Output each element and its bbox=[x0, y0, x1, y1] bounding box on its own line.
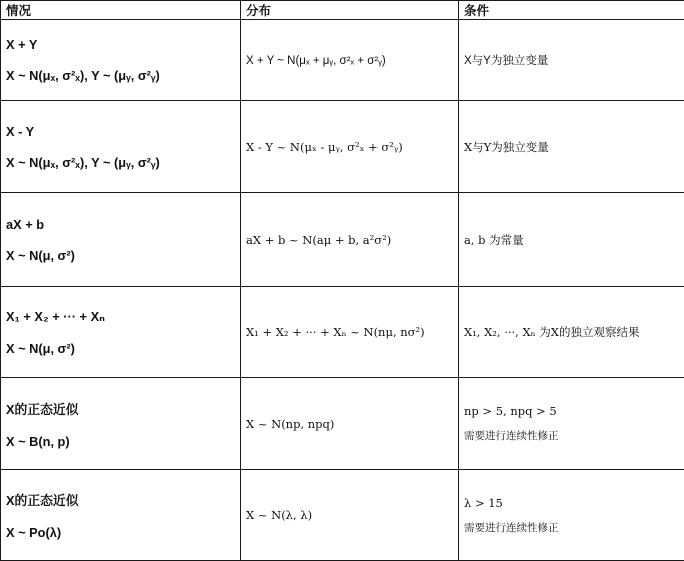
case-assumption: X ~ B(n, p) bbox=[6, 434, 240, 449]
case-expression: X₁ + X₂ + ··· + Xₙ bbox=[6, 309, 240, 325]
case-assumption: X ~ N(μₓ, σ²ₓ), Y ~ (μᵧ, σ²ᵧ) bbox=[6, 155, 240, 170]
condition-text: a, b 为常量 bbox=[464, 232, 684, 248]
table-row bbox=[1, 470, 684, 561]
condition-cell bbox=[459, 20, 684, 101]
distribution-cell bbox=[241, 193, 459, 287]
condition-cell bbox=[459, 101, 684, 193]
distribution-cell bbox=[241, 287, 459, 378]
condition-text: λ > 15 bbox=[464, 496, 684, 510]
distribution-text: X₁ + X₂ + ··· + Xₙ ~ N(nμ, nσ²) bbox=[246, 325, 425, 339]
case-cell bbox=[1, 470, 241, 561]
condition-cell bbox=[459, 378, 684, 470]
distribution-text: aX + b ~ N(aμ + b, a²σ²) bbox=[246, 233, 391, 247]
case-cell bbox=[1, 101, 241, 193]
case-expression: aX + b bbox=[6, 217, 240, 232]
condition-text: X与Y为独立变量 bbox=[464, 52, 684, 68]
case-assumption: X ~ N(μₓ, σ²ₓ), Y ~ (μᵧ, σ²ᵧ) bbox=[6, 68, 240, 83]
case-expression: X的正态近似 bbox=[6, 490, 240, 509]
case-assumption: X ~ N(μ, σ²) bbox=[6, 248, 240, 263]
condition-cell bbox=[459, 193, 684, 287]
table-row bbox=[1, 287, 684, 378]
header-row bbox=[1, 1, 684, 20]
condition-cell bbox=[459, 470, 684, 561]
case-cell bbox=[1, 287, 241, 378]
distribution-text: X ~ N(λ, λ) bbox=[246, 508, 312, 522]
case-expression: X - Y bbox=[6, 124, 240, 139]
condition-cell bbox=[459, 287, 684, 378]
distribution-cell bbox=[241, 378, 459, 470]
condition-text: X₁, X₂, ···, Xₙ 为X的独立观察结果 bbox=[464, 324, 684, 340]
header-distribution: 分布 bbox=[241, 1, 459, 20]
distribution-text: X ~ N(np, npq) bbox=[246, 417, 334, 431]
table-row bbox=[1, 20, 684, 101]
table-row bbox=[1, 378, 684, 470]
condition-text: np > 5, npq > 5 bbox=[464, 404, 684, 418]
table-row bbox=[1, 101, 684, 193]
distribution-text: X + Y ~ N(μₓ + μᵧ, σ²ₓ + σ²ᵧ) bbox=[246, 55, 386, 67]
case-expression: X的正态近似 bbox=[6, 399, 240, 418]
case-assumption: X ~ Po(λ) bbox=[6, 525, 240, 540]
case-cell bbox=[1, 378, 241, 470]
header-condition: 条件 bbox=[459, 1, 684, 20]
distribution-cell bbox=[241, 470, 459, 561]
header-case: 情况 bbox=[1, 1, 241, 20]
case-cell bbox=[1, 193, 241, 287]
condition-note: 需要进行连续性修正 bbox=[464, 428, 684, 443]
distribution-cell bbox=[241, 20, 459, 101]
condition-text: X与Y为独立变量 bbox=[464, 139, 684, 155]
distribution-cell bbox=[241, 101, 459, 193]
distribution-text: X - Y ~ N(μₓ - μᵧ, σ²ₓ + σ²ᵧ) bbox=[246, 140, 403, 154]
case-cell bbox=[1, 20, 241, 101]
table-row bbox=[1, 193, 684, 287]
case-assumption: X ~ N(μ, σ²) bbox=[6, 341, 240, 356]
condition-note: 需要进行连续性修正 bbox=[464, 520, 684, 535]
case-expression: X + Y bbox=[6, 37, 240, 52]
